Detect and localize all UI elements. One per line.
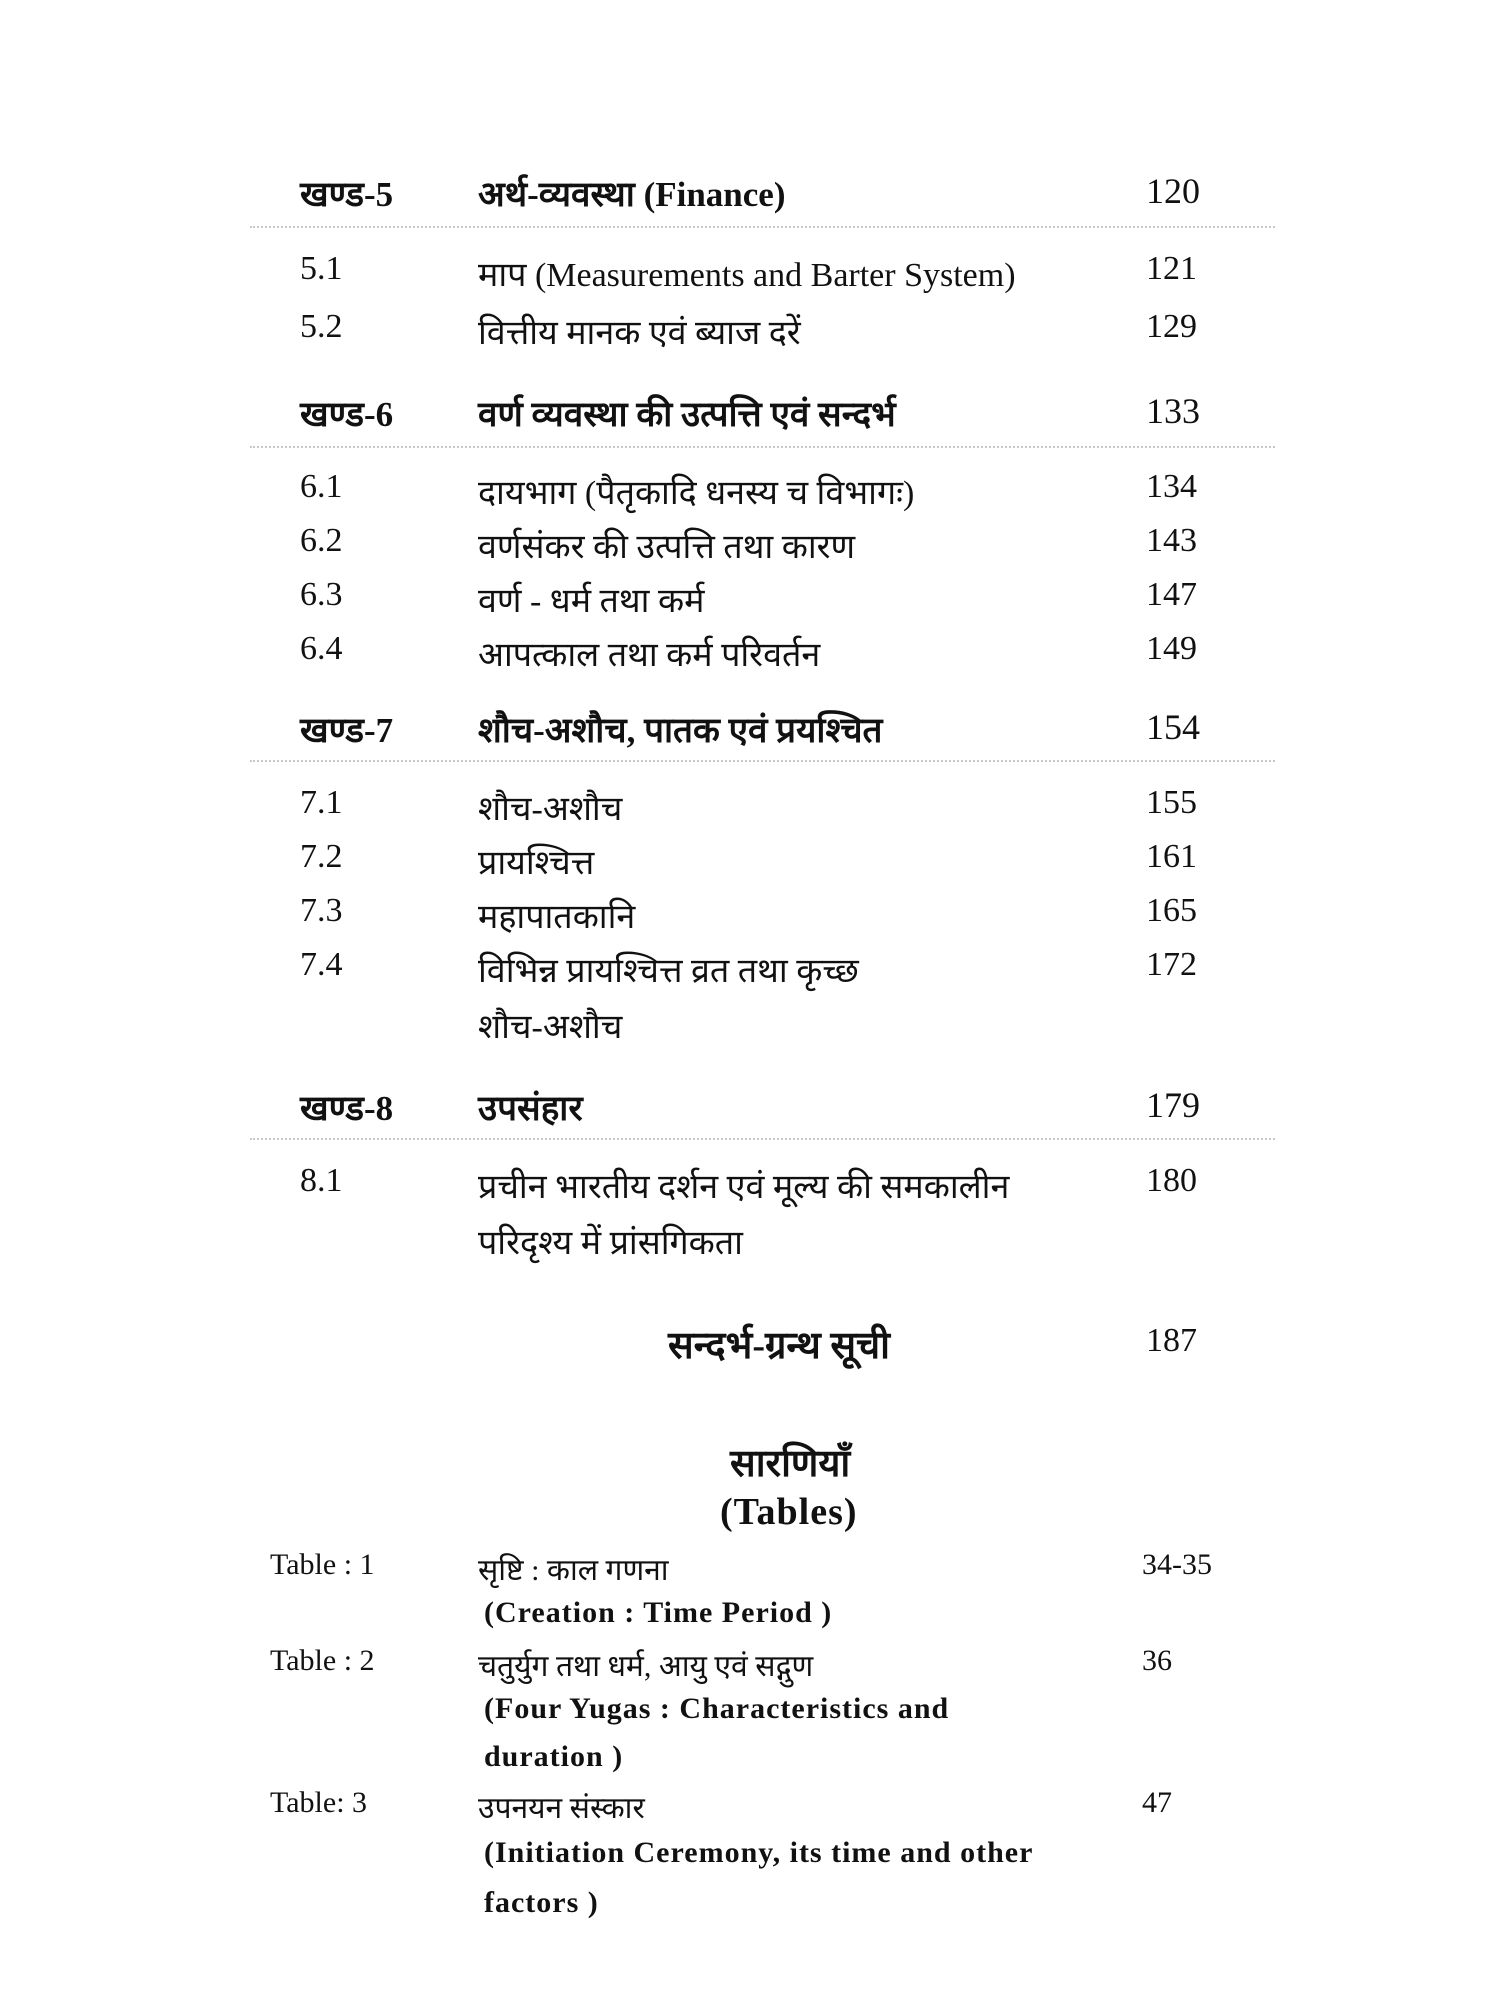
table-subtitle-line2: duration ) [484,1740,624,1773]
entry-title: विभिन्न प्रायश्चित्त व्रत तथा कृच्छ [478,953,859,990]
section-label: खण्ड-5 [300,175,394,214]
table-subtitle-line2: factors ) [484,1886,599,1919]
toc-entry-6-4[interactable] [0,630,1500,690]
entry-number: 5.2 [300,308,343,345]
section-title: शौच-अशौच, पातक एवं प्रयश्चित [478,711,883,750]
page-number: 143 [1146,522,1197,559]
bibliography-page: 187 [1146,1322,1197,1359]
entry-number: 6.4 [300,630,343,667]
table-list-item-3[interactable] [0,1786,1500,1836]
entry-title: माप (Measurements and Barter System) [478,257,1016,294]
table-list-item-2[interactable] [0,1644,1500,1694]
toc-entry-7-4[interactable] [0,946,1500,1006]
section-label: खण्ड-7 [300,711,394,750]
toc-entry-6-3[interactable] [0,576,1500,636]
page-number: 180 [1146,1162,1197,1199]
entry-number: 7.1 [300,784,343,821]
page-number: 129 [1146,308,1197,345]
page-number: 47 [1142,1786,1172,1819]
page-number: 121 [1146,250,1197,287]
toc-entry-7-3[interactable] [0,892,1500,952]
page-number: 155 [1146,784,1197,821]
section-title: वर्ण व्यवस्था की उत्पत्ति एवं सन्दर्भ [478,395,896,434]
table-label: Table: 3 [270,1786,368,1819]
entry-title: महापातकानि [478,899,636,936]
page-number: 161 [1146,838,1197,875]
dotted-divider [250,226,1275,228]
toc-entry-6-1[interactable] [0,468,1500,528]
page-number: 134 [1146,468,1197,505]
page-number: 154 [1146,707,1200,747]
page-number: 172 [1146,946,1197,983]
dotted-divider [250,760,1275,762]
section-label: खण्ड-6 [300,395,394,434]
entry-title: वित्तीय मानक एवं ब्याज दरें [478,315,801,352]
table-title: उपनयन संस्कार [478,1792,645,1825]
bibliography-title[interactable]: सन्दर्भ-ग्रन्थ सूची [668,1325,890,1367]
page-number: 147 [1146,576,1197,613]
tables-heading-english: (Tables) [720,1491,858,1533]
entry-number: 7.2 [300,838,343,875]
toc-entry-5-1[interactable] [0,250,1500,310]
table-subtitle: (Initiation Ceremony, its time and other [484,1836,1034,1869]
page-number: 34-35 [1142,1548,1212,1581]
toc-entry-8-1-continued [0,1218,1500,1278]
entry-number: 5.1 [300,250,343,287]
entry-title: प्रचीन भारतीय दर्शन एवं मूल्य की समकालीन [478,1169,1010,1206]
entry-title: प्रायश्चित्त [478,845,595,882]
section-heading-khand-5[interactable] [0,170,1500,230]
entry-number: 6.1 [300,468,343,505]
page-number: 133 [1146,391,1200,431]
table-title: चतुर्युग तथा धर्म, आयु एवं सद्गुण [478,1650,814,1683]
dotted-divider [250,1138,1275,1140]
dotted-divider [250,446,1275,448]
page-number: 36 [1142,1644,1172,1677]
table-list-item-1[interactable] [0,1548,1500,1598]
table-title: सृष्टि : काल गणना [478,1554,669,1587]
entry-title-line2: शौच-अशौच [478,1009,623,1046]
table-subtitle: (Four Yugas : Characteristics and [484,1692,950,1725]
toc-entry-7-4-continued [0,1002,1500,1062]
entry-title-line2: परिदृश्य में प्रांसगिकता [478,1225,743,1262]
table-subtitle: (Creation : Time Period ) [484,1596,833,1629]
section-heading-khand-7[interactable] [0,706,1500,766]
toc-entry-5-2[interactable] [0,308,1500,368]
toc-entry-7-2[interactable] [0,838,1500,898]
page-number: 149 [1146,630,1197,667]
table-label: Table : 1 [270,1548,375,1581]
entry-title: शौच-अशौच [478,791,623,828]
page-number: 120 [1146,171,1200,211]
entry-number: 8.1 [300,1162,343,1199]
section-title: अर्थ-व्यवस्था (Finance) [478,175,786,214]
section-heading-khand-8[interactable] [0,1084,1500,1144]
table-label: Table : 2 [270,1644,375,1677]
entry-number: 6.2 [300,522,343,559]
toc-entry-7-1[interactable] [0,784,1500,844]
entry-title: वर्णसंकर की उत्पत्ति तथा कारण [478,529,856,566]
entry-title: आपत्काल तथा कर्म परिवर्तन [478,637,821,674]
entry-title: दायभाग (पैतृकादि धनस्य च विभागः) [478,475,915,512]
entry-title: वर्ण - धर्म तथा कर्म [478,583,705,620]
page-number: 179 [1146,1085,1200,1125]
entry-number: 7.3 [300,892,343,929]
tables-heading: सारणियाँ [730,1443,851,1485]
entry-number: 7.4 [300,946,343,983]
toc-entry-8-1[interactable] [0,1162,1500,1222]
section-label: खण्ड-8 [300,1089,394,1128]
section-heading-khand-6[interactable] [0,390,1500,450]
entry-number: 6.3 [300,576,343,613]
toc-entry-6-2[interactable] [0,522,1500,582]
page-number: 165 [1146,892,1197,929]
section-title: उपसंहार [478,1089,583,1128]
